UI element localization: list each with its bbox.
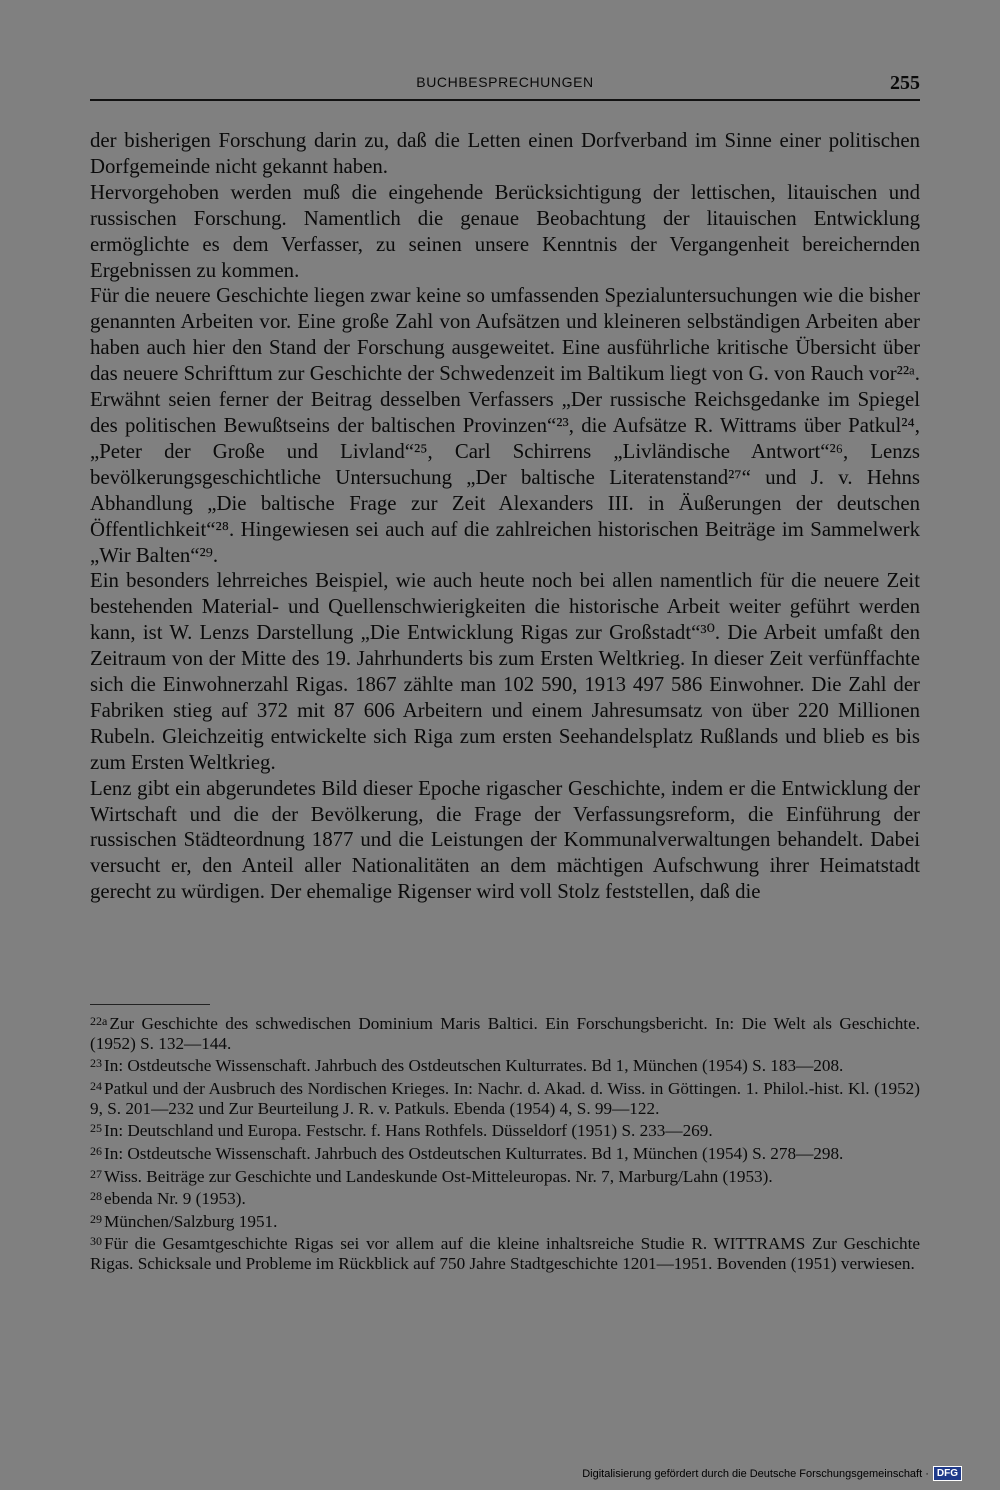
footnote-number: 30 [90,1234,102,1249]
footnote-text: ebenda Nr. 9 (1953). [104,1189,246,1209]
footnote-text: Wiss. Beiträge zur Geschichte und Landeskunde Ost-Mitteleuropas. Nr. 7, Marburg/Lahn (1953). [104,1166,773,1186]
footnote [90,1187,920,1209]
footnote-text: In: Deutschland und Europa. Festschr. f. Hans Rothfels. Düsseldorf (1951) S. 233—269. [104,1121,713,1141]
footnote-number: 24 [90,1078,102,1093]
footnote-number: 22a [90,1014,108,1028]
footnote [90,1012,920,1054]
paragraph: Hervorgehoben werden muß die eingehende Berücksichtigung der lettischen, litauischen und russischen Forschung. Namentlich die genaue Beobachtung der litauischen Entwicklung ermöglichte es dem Verfasser, zu seinen unsere Kenntnis der Vergangenheit bereichernden Ergebnissen zu kommen. [90,180,920,282]
footnote-number: 26 [90,1143,102,1158]
footnote [90,1210,920,1232]
footnote-text: In: Ostdeutsche Wissenschaft. Jahrbuch des Ostdeutschen Kulturrates. Bd 1, München (1954) S. 278—298. [104,1143,844,1163]
footnote-text: Für die Gesamtgeschichte Rigas sei vor allem auf die kleine inhaltsreiche Studie R. WITTRAMS Zur Geschichte Rigas. Schicksale und Probleme im Rückblick auf 750 Jahre Stadtgeschichte 1201—1951. Bovenden (1951) verwiesen. [90,1234,920,1274]
page-header [90,72,920,100]
body-text [90,128,920,905]
footnote-number: 27 [90,1166,102,1181]
paragraph: Lenz gibt ein abgerundetes Bild dieser Epoche rigascher Geschichte, indem er die Entwicklung der Wirtschaft und die der Bevölkerung, die Frage der Verfassungsreform, die Einführung der russischen Städteordnung 1877 und die Leistungen der Kommunalverwaltungen behandelt. Dabei versucht er, den Anteil aller Nationalitäten an dem mächtigen Aufschwung ihrer Heimatstadt gerecht zu würdigen. Der ehemalige Rigenser wird voll Stolz feststellen, daß die [90,776,920,904]
footnote-number: 29 [90,1211,102,1226]
paragraph: Für die neuere Geschichte liegen zwar keine so umfassenden Spezialuntersuchungen wie die bisher genannten Arbeiten vor. Eine große Zahl von Aufsätzen und kleineren selbständigen Arbeiten aber haben auch hier den Stand der Forschung ausgeweitet. Eine ausführliche kritische Übersicht über das neuere Schrifttum zur Geschichte der Schwedenzeit im Baltikum liegt von G. von Rauch vor²²ᵃ. Erwähnt seien ferner der Beitrag desselben Verfassers „Der russische Reichsgedanke im Spiegel des politischen Bewußtseins der baltischen Provinzen“²³, die Aufsätze R. Wittrams über Patkul²⁴, „Peter der Große und Livland“²⁵, Carl Schirrens „Livländische Antwort“²⁶, Lenzs bevölkerungsgeschichtliche Untersuchung „Der baltische Literatenstand²⁷“ und J. v. Hehns Abhandlung „Die baltische Frage zur Zeit Alexanders III. in Äußerungen der deutschen Öffentlichkeit“²⁸. Hingewiesen sei auch auf die zahlreichen historischen Beiträge im Sammelwerk „Wir Balten“²⁹. [90,284,920,567]
footnote-separator [90,1004,210,1005]
footnote-text: Zur Geschichte des schwedischen Dominium Maris Baltici. Ein Forschungsbericht. In: Die Welt als Geschichte. (1952) S. 132—144. [90,1014,920,1053]
footnote [90,1142,920,1164]
footnote-number: 28 [90,1189,102,1204]
footnote [90,1165,920,1187]
footnote [90,1054,920,1076]
credit-text: Digitalisierung gefördert durch die Deutsche Forschungsgemeinschaft · [582,1467,929,1480]
footnote-text: In: Ostdeutsche Wissenschaft. Jahrbuch des Ostdeutschen Kulturrates. Bd 1, München (1954) S. 183—208. [104,1056,844,1076]
paragraph: der bisherigen Forschung darin zu, daß die Letten einen Dorfverband im Sinne einer politischen Dorfgemeinde nicht gekannt haben. [90,129,920,178]
footnote [90,1119,920,1141]
header-rule [90,99,920,101]
footnote-text: München/Salzburg 1951. [104,1211,278,1231]
running-title: BUCHBESPRECHUNGEN [416,74,594,90]
paragraph: Ein besonders lehrreiches Beispiel, wie auch heute noch bei allen namentlich für die neuere Zeit bestehenden Material- und Quellenschwierigkeiten die historische Arbeit weiter geführt werden kann, ist W. Lenzs Darstellung „Die Entwicklung Rigas zur Großstadt“³⁰. Die Arbeit umfaßt den Zeitraum von der Mitte des 19. Jahrhunderts bis zum Ersten Weltkrieg. In dieser Zeit verfünffachte sich die Einwohnerzahl Rigas. 1867 zählte man 102 590, 1913 497 586 Einwohner. Die Zahl der Fabriken stieg auf 372 mit 87 606 Arbeitern und einem Jahresumsatz von über 220 Millionen Rubeln. Gleichzeitig entwickelte sich Riga zum ersten Seehandelsplatz Rußlands und blieb es bis zum Ersten Weltkrieg. [90,569,920,774]
digitization-credit [582,1466,962,1481]
footnote-text: Patkul und der Ausbruch des Nordischen Krieges. In: Nachr. d. Akad. d. Wiss. in Göttingen. 1. Philol.-hist. Kl. (1952) 9, S. 201—232 und Zur Beurteilung J. R. v. Patkuls. Ebenda (1954) 4, S. 99—122. [90,1078,920,1118]
footnote-number: 25 [90,1121,102,1136]
footnotes [90,1012,920,1275]
footnote [90,1077,920,1119]
footnote-number: 23 [90,1056,102,1071]
page-number: 255 [890,72,920,94]
dfg-logo-icon: DFG [933,1466,962,1481]
footnote [90,1232,920,1274]
